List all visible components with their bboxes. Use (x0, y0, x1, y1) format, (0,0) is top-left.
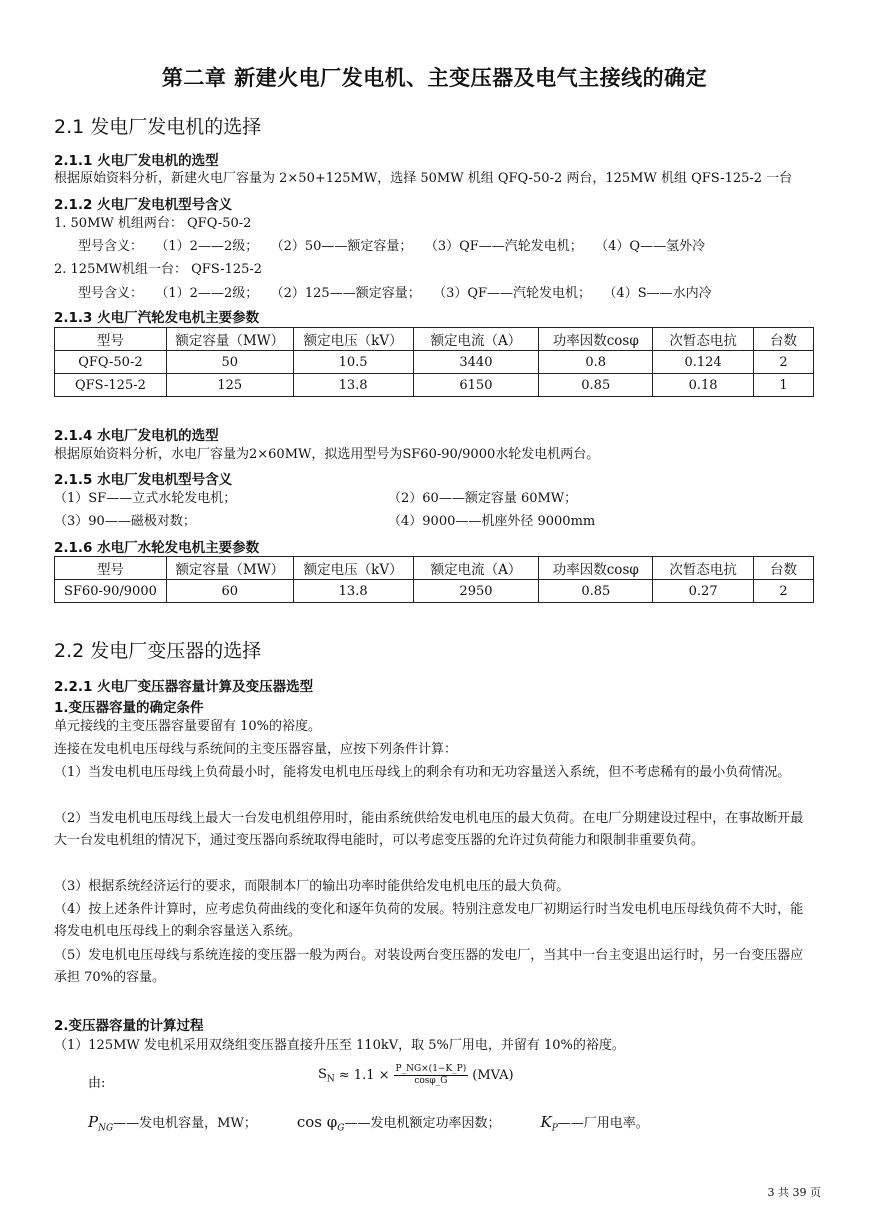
model-meaning-2: 型号含义： （1）2——2级； （2）125——额定容量； （3）QF——汽轮发电机； （4）S——水内冷 (78, 286, 712, 301)
table-cell: 0.85 (539, 580, 653, 603)
table-header-cell: 额定电压（kV） (293, 557, 413, 580)
condition-item-2: （2）当发电机电压母线上最大一台发电机组停用时，能由系统供给发电机电压的最大负荷。在电厂分期建设过程中，在事故断开最大一台发电机组的情况下，通过变压器向系统取得电能时，可以考虑变压器的允许过负荷能力和限制非重要负荷。 (54, 811, 804, 848)
model-meaning-1: 型号含义： （1）2——2级； （2）50——额定容量； （3）QF——汽轮发电机； （4）Q——氢外冷 (78, 239, 706, 254)
meaning-item-1: （1）SF——立式水轮发电机； (54, 491, 237, 506)
table-cell: 2950 (413, 580, 539, 603)
table-cell: 0.124 (653, 351, 754, 374)
table-cell: 0.18 (653, 374, 754, 397)
table-header-cell: 额定电压（kV） (293, 328, 413, 351)
table-header-cell: 额定容量（MW） (166, 557, 293, 580)
page-number: 3 共 39 页 (767, 1186, 821, 1199)
calculation-heading: 2.变压器容量的计算过程 (54, 1018, 204, 1034)
condition-item-3: （3）根据系统经济运行的要求，而限制本厂的输出功率时能供给发电机电压的最大负荷。 (54, 879, 570, 894)
table-cell: 3440 (413, 351, 539, 374)
table-cell: 0.85 (539, 374, 653, 397)
meaning-item-4: （4）9000——机座外径 9000mm (388, 514, 596, 529)
table-header-cell: 额定电流（A） (413, 557, 539, 580)
calculation-step-1: （1）125MW 发电机采用双绕组变压器直接升压至 110kV，取 5%厂用电，并留有 10%的裕度。 (54, 1038, 625, 1053)
formula-denominator: cosφ_G (414, 1076, 448, 1086)
subsection-2-1-4-heading: 2.1.4 水电厂发电机的选型 (54, 428, 219, 444)
paragraph-2-1-4: 根据原始资料分析，水电厂容量为2×60MW，拟选用型号为SF60-90/9000水轮发电机两台。 (54, 447, 600, 462)
condition-item-5: （5）发电机电压母线与系统连接的变压器一般为两台。对装设两台变压器的发电厂，当其中一台主变退出运行时，另一台变压器应承担 70%的容量。 (54, 948, 804, 985)
condition-item-4: （4）按上述条件计算时，应考虑负荷曲线的变化和逐年负荷的发展。特别注意发电厂初期运行时当发电机电压母线负荷不大时，能将发电机电压母线上的剩余容量送入系统。 (54, 902, 804, 939)
table-cell: 0.8 (539, 351, 653, 374)
model-line-2: 2. 125MW机组一台： QFS-125-2 (54, 262, 263, 277)
table-cell: 6150 (413, 374, 539, 397)
paragraph-2-1-1: 根据原始资料分析，新建火电厂容量为 2×50+125MW，选择 50MW 机组 QFQ-50-2 两台，125MW 机组 QFS-125-2 一台 (54, 171, 793, 186)
table-header-cell: 次暂态电抗 (653, 328, 754, 351)
condition-heading: 1.变压器容量的确定条件 (54, 700, 204, 716)
meaning-item-3: （3）90——磁极对数； (54, 514, 196, 529)
table-row (55, 374, 814, 397)
table-cell: 13.8 (293, 374, 413, 397)
table-cell: 2 (754, 351, 814, 374)
thermal-generator-table (54, 327, 814, 397)
table-row (55, 351, 814, 374)
definition-png: $P_{NG}——$发电机容量，MW； (88, 1113, 257, 1134)
capacity-formula (318, 1064, 514, 1087)
table-cell: 50 (166, 351, 293, 374)
meaning-item-2: （2）60——额定容量 60MW； (388, 491, 578, 506)
table-header-cell: 功率因数cosφ (539, 328, 653, 351)
subsection-2-2-1-heading: 2.2.1 火电厂变压器容量计算及变压器选型 (54, 679, 314, 695)
formula-fraction (394, 1064, 469, 1087)
formula-unit: (MVA) (472, 1068, 514, 1083)
table-cell: QFQ-50-2 (55, 351, 167, 374)
table-header-cell: 功率因数cosφ (539, 557, 653, 580)
model-line-1: 1. 50MW 机组两台： QFQ-50-2 (54, 216, 252, 231)
table-header-cell: 台数 (754, 557, 814, 580)
subsection-2-1-5-heading: 2.1.5 水电厂发电机型号含义 (54, 472, 233, 488)
definition-cos: $\cos \varphi_G——$发电机额定功率因数； (296, 1113, 501, 1134)
subsection-2-1-2-heading: 2.1.2 火电厂发电机型号含义 (54, 197, 233, 213)
subsection-2-1-6-heading: 2.1.6 水电厂水轮发电机主要参数 (54, 540, 260, 556)
table-cell: 13.8 (293, 580, 413, 603)
chapter-title: 第二章 新建火电厂发电机、主变压器及电气主接线的确定 (161, 66, 708, 90)
table-header-row (55, 557, 814, 580)
formula-lhs: $S_N$ (318, 1066, 335, 1085)
table-cell: QFS-125-2 (55, 374, 167, 397)
table-row (55, 580, 814, 603)
subsection-2-1-1-heading: 2.1.1 火电厂发电机的选型 (54, 153, 219, 169)
condition-intro-2: 连接在发电机电压母线与系统间的主变压器容量，应按下列条件计算： (54, 742, 458, 757)
symbol-definitions (88, 1112, 649, 1134)
section-2-2-heading: 2.2 发电厂变压器的选择 (54, 640, 262, 662)
table-header-cell: 次暂态电抗 (653, 557, 754, 580)
hydro-generator-table (54, 556, 814, 603)
table-cell: SF60-90/9000 (55, 580, 167, 603)
section-2-1-heading: 2.1 发电厂发电机的选择 (54, 116, 262, 138)
table-cell: 1 (754, 374, 814, 397)
condition-intro-1: 单元接线的主变压器容量要留有 10%的裕度。 (54, 719, 322, 734)
table-header-cell: 额定容量（MW） (166, 328, 293, 351)
table-header-row (55, 328, 814, 351)
table-cell: 60 (166, 580, 293, 603)
condition-item-1: （1）当发电机电压母线上负荷最小时，能将发电机电压母线上的剩余有功和无功容量送入系统，但不考虑稀有的最小负荷情况。 (54, 765, 791, 780)
table-cell: 125 (166, 374, 293, 397)
formula-label: 由: (88, 1076, 106, 1091)
table-header-cell: 型号 (55, 557, 167, 580)
subsection-2-1-3-heading: 2.1.3 火电厂汽轮发电机主要参数 (54, 310, 260, 326)
table-cell: 0.27 (653, 580, 754, 603)
table-header-cell: 台数 (754, 328, 814, 351)
formula-approx: ≈ 1.1 × (338, 1068, 390, 1083)
table-header-cell: 额定电流（A） (413, 328, 539, 351)
table-header-cell: 型号 (55, 328, 167, 351)
formula-numerator: P_NG×(1−K_P) (395, 1064, 467, 1074)
table-cell: 2 (754, 580, 814, 603)
table-cell: 10.5 (293, 351, 413, 374)
definition-kp: $K_P——$厂用电率。 (540, 1113, 649, 1134)
